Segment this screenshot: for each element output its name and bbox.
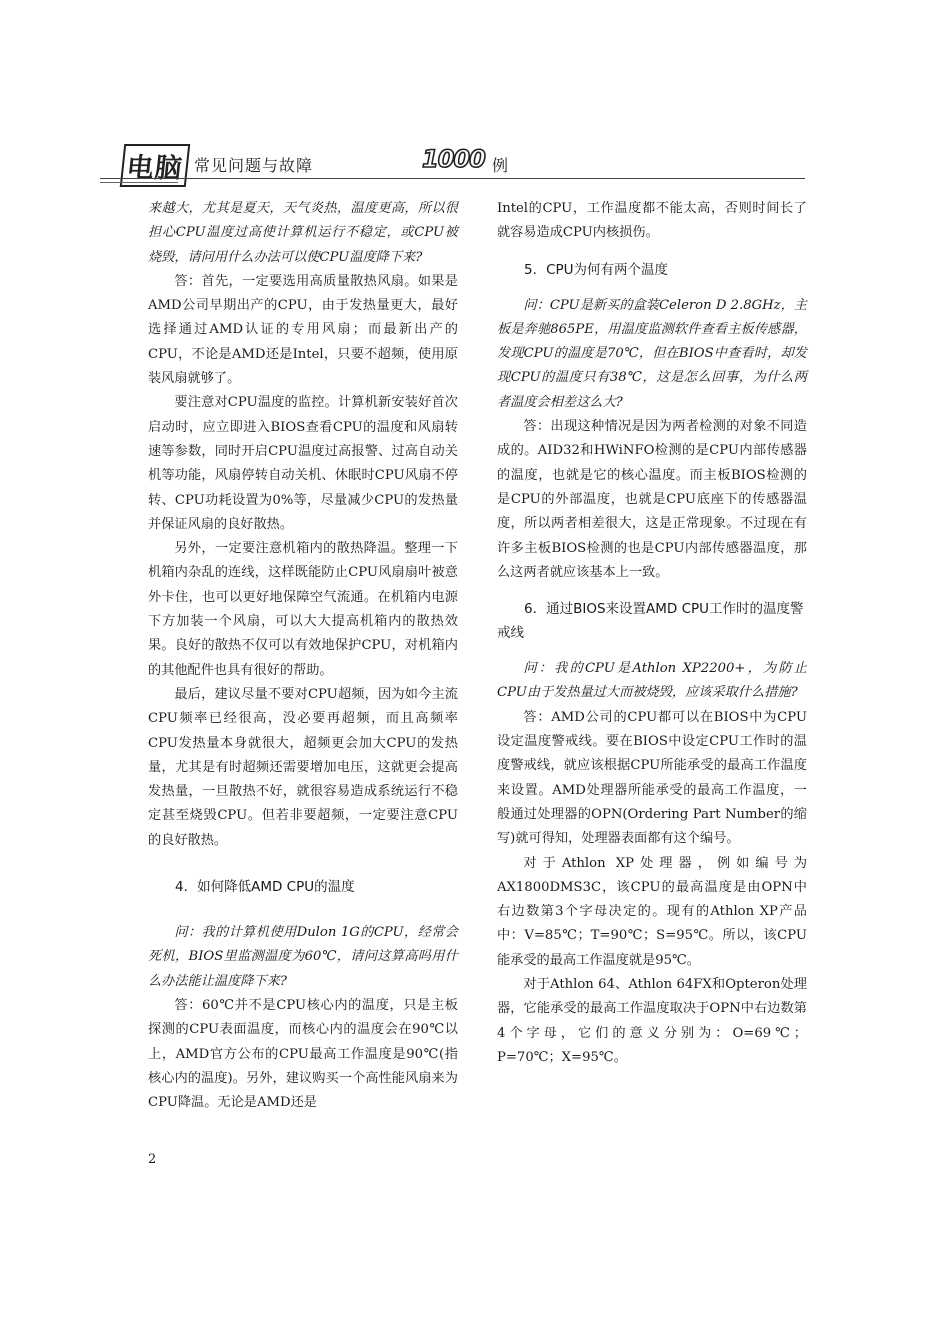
spacer [497, 645, 807, 657]
question-continued: 来越大，尤其是夏天，天气炎热，温度更高，所以很担心CPU温度过高使计算机运行不稳定，或CPU被烧毁，请问用什么办法可以使CPU温度降下来? [148, 201, 458, 265]
right-column [497, 197, 807, 1070]
answer-paragraph: 答：AMD公司的CPU都可以在BIOS中为CPU设定温度警戒线。要在BIOS中设定CPU工作时的温度警戒线，就应该根据CPU所能承受的最高工作温度来设置。AMD处理器所能承受的最高工作温度，一般通过处理器的OPN(Ordering Part Number的缩写)就可得知，处理器表面都有这个编号。 [497, 709, 807, 847]
page-number: 2 [148, 1152, 157, 1167]
book-number: 1000 [422, 145, 485, 173]
answer-paragraph: 答：首先，一定要选用高质量散热风扇。如果是AMD公司早期出产的CPU，由于发热量更大，最好选择通过AMD认证的专用风扇；而最新出产的CPU，不论是AMD还是Intel，只要不超频，使用原装风扇就够了。 [148, 273, 458, 387]
answer-paragraph: 答：出现这种情况是因为两者检测的对象不同造成的。AID32和HWiNFO检测的是CPU内部传感器的温度，也就是它的核心温度。而主板BIOS检测的是CPU的外部温度，也就是CPU底座下的传感器温度，所以两者相差很大，这是正常现象。不过现在有许多主板BIOS检测的也是CPU内部传感器温度，那么这两者就应该基本上一致。 [497, 419, 807, 580]
header-rule-accent [100, 182, 178, 183]
question-paragraph: 问：我的CPU是Athlon XP2200+，为防止CPU由于发热量过大而被烧毁，应该采取什么措施? [497, 661, 807, 701]
spacer [497, 246, 807, 258]
spacer [497, 585, 807, 597]
page-header [100, 140, 805, 190]
logo-box: 电脑 [120, 144, 191, 187]
section-heading-5: 5．CPU为何有两个温度 [524, 261, 669, 278]
spacer [497, 282, 807, 294]
body-paragraph: 要注意对CPU温度的监控。计算机新安装好首次启动时，应立即进入BIOS查看CPU的温度和风扇转速等参数，同时开启CPU温度过高报警、过高自动关机等功能，风扇停转自动关机、休眠时CPU风扇不停转、CPU功耗设置为0%等，尽量减少CPU的发热量并保证风扇的良好散热。 [148, 395, 458, 532]
question-paragraph: 问：我的计算机使用Dulon 1G的CPU，经常会死机，BIOS里监测温度为60℃，请问这算高吗用什么办法能让温度降下来? [148, 925, 458, 989]
body-paragraph: 另外，一定要注意机箱内的散热降温。整理一下机箱内杂乱的连线，这样既能防止CPU风扇扇叶被意外卡住，也可以更好地保障空气流通。在机箱内电源下方加装一个风扇，可以大大提高机箱内的散热效果。良好的散热不仅可以有效地保护CPU，对机箱内的其他配件也具有很好的帮助。 [148, 541, 458, 678]
spacer [148, 853, 458, 875]
answer-paragraph: 答：60℃并不是CPU核心内的温度，只是主板探测的CPU表面温度，而核心内的温度会在90℃以上，AMD官方公布的CPU最高工作温度是90℃(指核心内的温度)。另外，建议购买一个高性能风扇来为CPU降温。无论是AMD还是 [148, 997, 458, 1111]
body-paragraph: 对于Athlon 64、Athlon 64FX和Opteron处理器，它能承受的最高工作温度取决于OPN中右边数第4个字母，它们的意义分别为：O=69℃；P=70℃；X=95℃。 [497, 977, 807, 1065]
book-logo [122, 144, 190, 187]
spacer [148, 899, 458, 921]
book-suffix: 例 [492, 156, 509, 175]
section-heading-6: 6．通过BIOS来设置AMD CPU工作时的温度警戒线 [497, 601, 804, 642]
body-paragraph: 对于Athlon XP处理器，例如编号为AX1800DMS3C，该CPU的最高温度是由OPN中右边数第3个字母决定的。现有的Athlon XP产品中：V=85℃；T=90℃；S=95℃。所以，该CPU能承受的最高工作温度就是95℃。 [497, 855, 807, 968]
answer-continued: Intel的CPU，工作温度都不能太高，否则时间长了就容易造成CPU内核损伤。 [497, 201, 807, 241]
left-column [148, 197, 458, 1115]
header-rule [100, 178, 805, 179]
question-paragraph: 问：CPU是新买的盒装Celeron D 2.8GHz，主板是奔驰865PE，用温度监测软件查看主板传感器，发现CPU的温度是70℃，但在BIOS中查看时，却发现CPU的温度只有38℃，这是怎么回事，为什么两者温度会相差这么大? [497, 297, 807, 410]
body-paragraph: 最后，建议尽量不要对CPU超频，因为如今主流CPU频率已经很高，没必要再超频，而且高频率CPU发热量本身就很大，超频更会加大CPU的发热量，尤其是有时超频还需要增加电压，这就更会提高发热量，一旦散热不好，就很容易造成系统运行不稳定甚至烧毁CPU。但若非要超频，一定要注意CPU的良好散热。 [148, 686, 458, 848]
section-heading-4: 4．如何降低AMD CPU的温度 [175, 879, 355, 896]
book-subtitle: 常见问题与故障 [194, 156, 314, 175]
